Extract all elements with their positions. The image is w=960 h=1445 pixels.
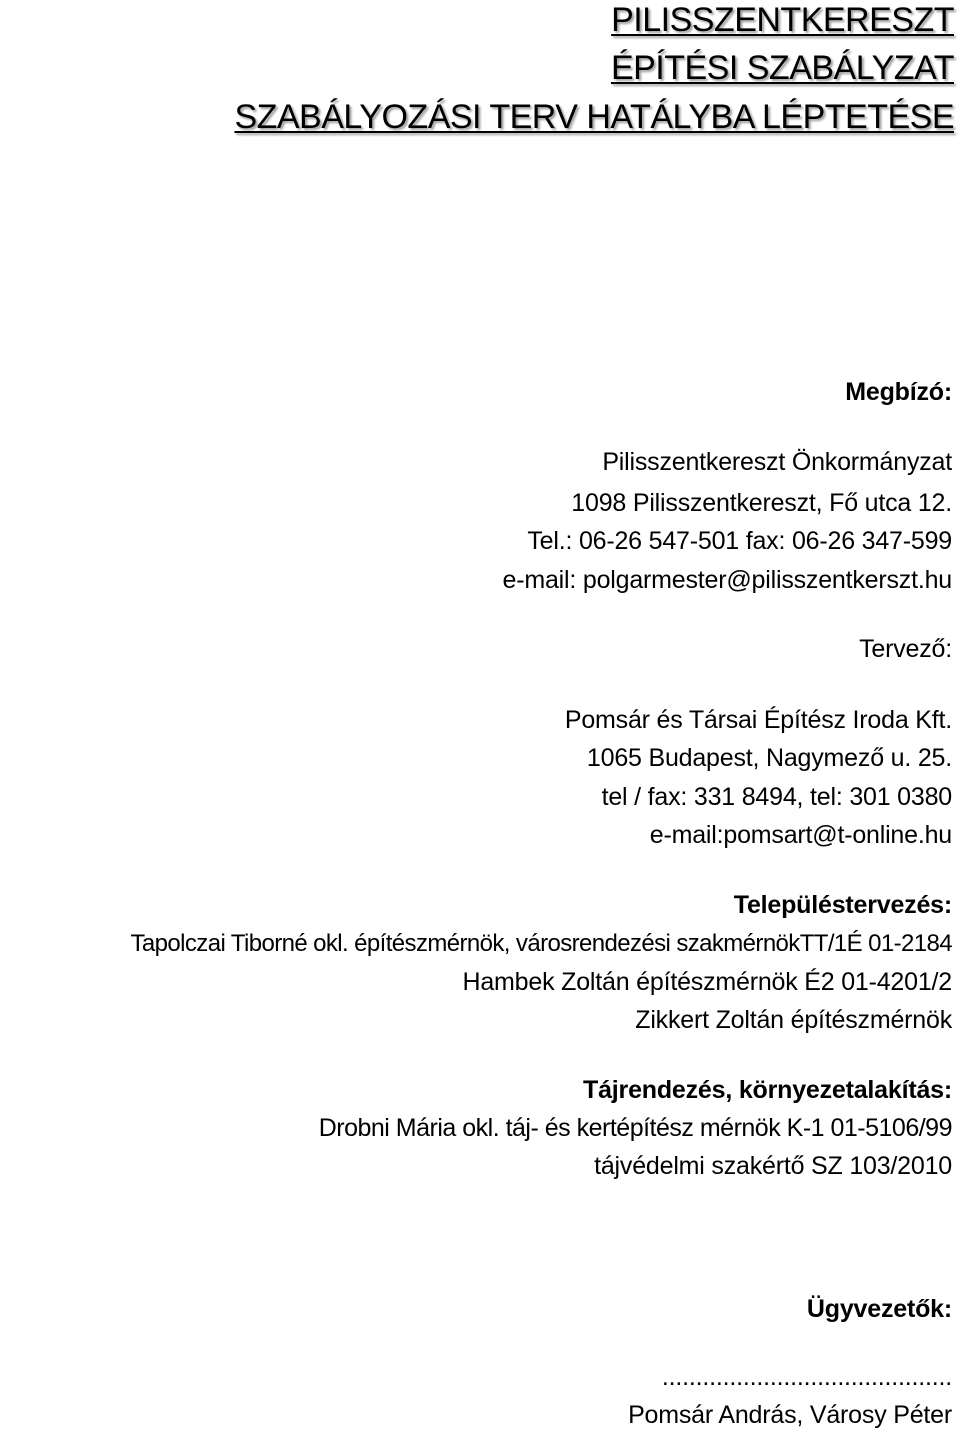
designer-name: Pomsár és Társai Építész Iroda Kft. [564, 706, 952, 734]
planning-heading: Településtervezés: [733, 891, 952, 919]
designer-email: e-mail:pomsart@t-online.hu [649, 821, 952, 849]
planning-member-2: Hambek Zoltán építészmérnök É2 01-4201/2 [462, 968, 952, 996]
managers-names: Pomsár András, Városy Péter [628, 1401, 952, 1429]
signature-line: ........................................... [661, 1363, 952, 1391]
landscape-member-2: tájvédelmi szakértő SZ 103/2010 [594, 1152, 952, 1180]
landscape-heading: Tájrendezés, környezetalakítás: [583, 1076, 952, 1104]
managers-heading: Ügyvezetők: [806, 1295, 952, 1323]
designer-address: 1065 Budapest, Nagymező u. 25. [586, 744, 952, 772]
designer-heading: Tervező: [859, 635, 952, 663]
landscape-member-1: Drobni Mária okl. táj- és kertépítész mérnök K-1 01-5106/99 [318, 1114, 952, 1142]
designer-phone: tel / fax: 331 8494, tel: 301 0380 [601, 783, 952, 811]
title-line-2: ÉPÍTÉSI SZABÁLYZAT [610, 49, 954, 87]
title-line-1: PILISSZENTKERESZT [611, 1, 954, 39]
client-name: Pilisszentkereszt Önkormányzat [602, 448, 952, 476]
client-heading: Megbízó: [845, 378, 952, 406]
planning-member-3: Zikkert Zoltán építészmérnök [635, 1006, 952, 1034]
client-email: e-mail: polgarmester@pilisszentkerszt.hu [502, 566, 952, 594]
title-line-3: SZABÁLYOZÁSI TERV HATÁLYBA LÉPTETÉSE [234, 98, 954, 136]
client-phone: Tel.: 06-26 547-501 fax: 06-26 347-599 [527, 527, 952, 555]
planning-member-1: Tapolczai Tiborné okl. építészmérnök, városrendezési szakmérnökTT/1É 01-2184 [130, 930, 952, 957]
client-address: 1098 Pilisszentkereszt, Fő utca 12. [571, 489, 952, 517]
